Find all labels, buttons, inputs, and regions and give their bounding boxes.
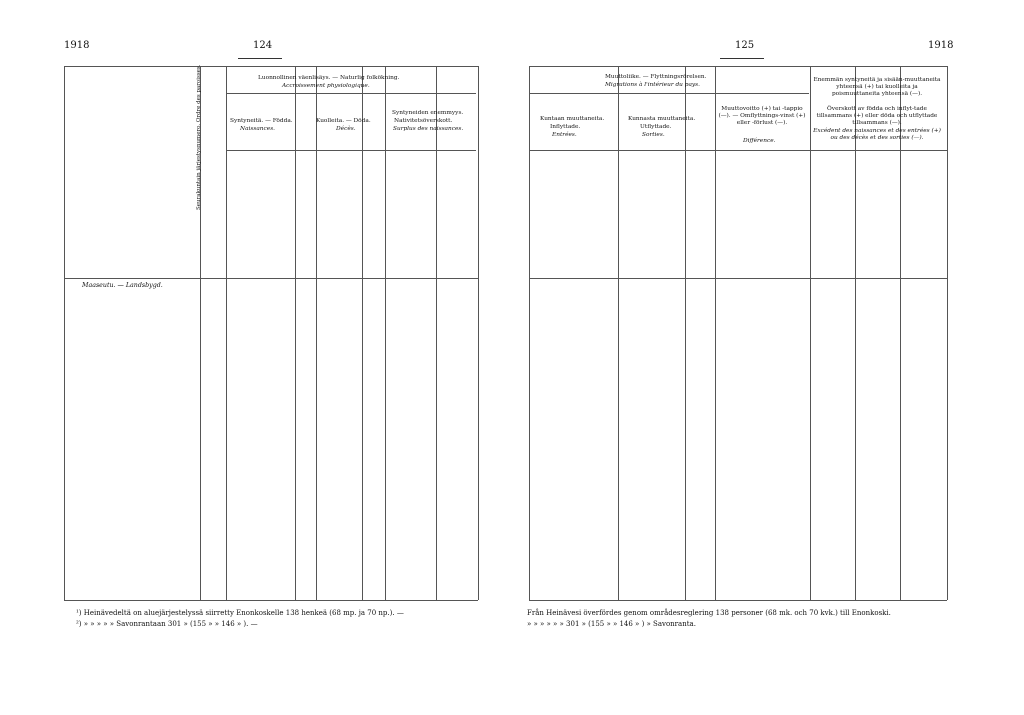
table-vertical-rule xyxy=(685,66,686,600)
births-header: Syntyneitä. — Födda. xyxy=(230,118,293,124)
table-vertical-rule xyxy=(478,66,479,600)
in-header-fr: Entrées. xyxy=(552,132,577,138)
subheader-rule-left xyxy=(226,150,476,151)
in-header-sv: Inflyttade. xyxy=(550,124,581,130)
deaths-header-fr: Décès. xyxy=(336,126,356,132)
footnote-left-2: ²) » » » » » Savonrantaan 301 » (155 » » 146 » ). — xyxy=(76,620,258,628)
year-left: 1918 xyxy=(64,40,90,51)
table-vertical-rule xyxy=(316,66,317,600)
net-header-sv: Överskott av födda och inflyt-tade tillsammans (+) eller döda och utflyttade tillsammans (—). xyxy=(816,106,938,126)
table-vertical-rule xyxy=(362,66,363,600)
table-vertical-rule xyxy=(226,66,227,600)
table-vertical-rule xyxy=(436,66,437,600)
table-top-rule-left xyxy=(64,66,478,67)
header-rule-left xyxy=(238,58,282,59)
year-right: 1918 xyxy=(928,40,954,51)
surplus-header: Syntyneiden enemmyys. xyxy=(392,110,464,116)
pop-increase-title: Luonnollinen väenlisäys. — Naturlig folkökning. xyxy=(258,75,400,81)
table-top-rule-right xyxy=(529,66,947,67)
surplus-header-fr: Surplus des naissances. xyxy=(393,126,464,132)
table-vertical-rule xyxy=(618,66,619,600)
table-vertical-rule xyxy=(385,66,386,600)
table-vertical-rule xyxy=(715,66,716,600)
footnote-right-2: » » » » » » 301 » (155 » » 146 » ) » Savonranta. xyxy=(527,620,696,628)
deaths-header: Kuolleita. — Döda. xyxy=(316,118,371,124)
table-vertical-rule xyxy=(900,66,901,600)
table-vertical-rule xyxy=(947,66,948,600)
migration-rule xyxy=(529,93,809,94)
page-number-right: 125 xyxy=(735,40,755,51)
net-header-fr: Excédent des naissances et des entrées (+) ou des décès et des sorties (—). xyxy=(813,128,941,141)
table-vertical-rule xyxy=(529,66,530,600)
table-header-bottom-left xyxy=(64,278,478,279)
table-header-bottom-right xyxy=(529,278,947,279)
diff-header-fr: Différence. xyxy=(743,138,776,144)
table-vertical-rule xyxy=(810,66,811,600)
pop-increase-rule xyxy=(226,93,476,94)
rowhead-vertical: Seurakuntain järjestysnumero. Ordre des paroisses. xyxy=(196,64,202,210)
footnote-left-1: ¹) Heinävedeltä on aluejärjestelyssä siirretty Enonkoskelle 138 henkeä (68 mp. ja 70 np.). — xyxy=(76,609,404,617)
migration-title-fr: Migrations à l'intérieur du pays. xyxy=(605,82,700,88)
section-title: Maaseutu. — Landsbygd. xyxy=(82,282,163,289)
table-vertical-rule xyxy=(855,66,856,600)
out-header-fr: Sorties. xyxy=(642,132,665,138)
in-header: Kuntaan muuttaneita. xyxy=(540,116,605,122)
out-header: Kunnasta muuttaneita. xyxy=(628,116,696,122)
births-header-fr: Naissances. xyxy=(240,126,276,132)
page-number-left: 124 xyxy=(253,40,273,51)
table-bottom-rule-right xyxy=(529,600,947,601)
surplus-header-sv: Nativitetsöverskott. xyxy=(394,118,453,124)
pop-increase-title-fr: Accroissement physiologique. xyxy=(282,83,370,89)
net-header: Enemmän syntyneitä ja sisään-muuttaneita yhteensä (+) tai kuolleita ja poismuuttaneita yhteensä (—). xyxy=(813,77,941,97)
footnote-right-1: Från Heinävesi överfördes genom områdesreglering 138 personer (68 mk. och 70 kvk.) till Enonkoski. xyxy=(527,609,891,617)
table-vertical-rule xyxy=(295,66,296,600)
table-vertical-rule xyxy=(64,66,65,600)
subheader-rule-right xyxy=(529,150,947,151)
out-header-sv: Utflyttade. xyxy=(640,124,672,130)
table-bottom-rule-left xyxy=(64,600,478,601)
header-rule-right xyxy=(720,58,764,59)
diff-header: Muuttovoitto (+) tai -tappio (—). — Omflyttnings-vinst (+) eller -förlust (—). xyxy=(718,106,806,126)
migration-title: Muuttoliike. — Flyttningsrörelsen. xyxy=(605,74,707,80)
